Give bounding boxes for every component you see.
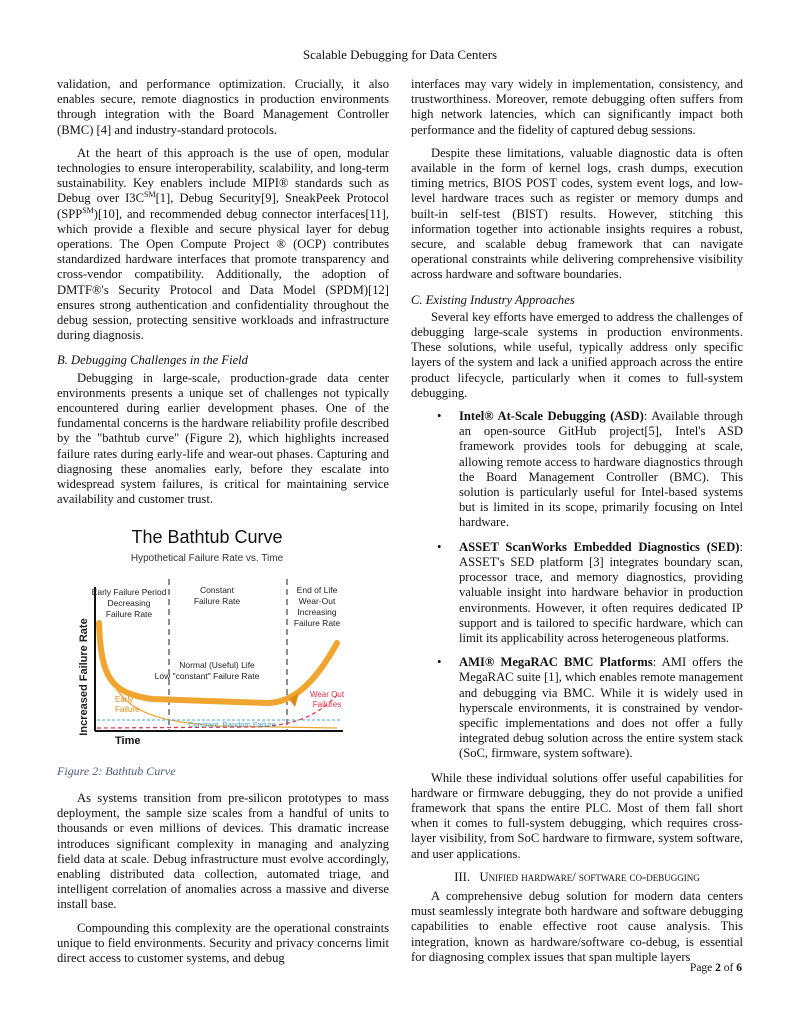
list-item: [459, 540, 743, 646]
bathtub-curve-diagram: [57, 515, 357, 755]
approaches-list: [411, 409, 743, 761]
x-axis-label: Time: [115, 735, 141, 748]
list-item-text: : ASSET's SED platform [3] integrates boundary scan, processor trace, and memory diagnostics, providing valuable insight into hardware behavior in production environments. However, it often requires dedicated IP support and is tailored to specific hardware, which can limit its applicability across heterogeneous platforms.: [459, 539, 743, 645]
page-footer: [690, 962, 742, 974]
figure-caption: Figure 2: Bathtub Curve: [57, 763, 176, 778]
region-early-label-3: Failure Rate: [105, 609, 153, 620]
region-constant-label-2: Failure Rate: [193, 596, 241, 607]
section-title: Unified hardware/ software co-debugging: [479, 869, 700, 884]
list-item-title: Intel® At-Scale Debugging (ASD): [459, 409, 644, 424]
figure-subtitle: Hypothetical Failure Rate vs. Time: [130, 553, 284, 565]
list-item-text: : AMI offers the MegaRAC suite [1], which enables remote management and debugging via BMC. While it is widely used in hyperscale environments, it is constrained by vendor-specific implementations and does not offer a fully integrated debug solution across the entire system stack (SoC, firmware, system software).: [459, 655, 743, 761]
y-axis-label: Increased Failure Rate: [78, 618, 90, 737]
page-number: 2: [715, 962, 721, 974]
right-column: [411, 77, 743, 973]
list-item-title: ASSET ScanWorks Embedded Diagnostics (SED): [459, 539, 740, 554]
paragraph: As systems transition from pre-silicon prototypes to mass deployment, the sample size scales from a handful of units to thousands or even millions of devices. This dramatic increase introduces significant complexity in managing and analyzing field data at scale. Debug infrastructure must evolve accordingly, enabling distributed data collection, automated triage, and intelligent correlation of anomalies across a massive and diverse install base.: [57, 790, 389, 912]
left-column: [57, 77, 389, 974]
figure-title: The Bathtub Curve: [131, 527, 283, 548]
running-header: Scalable Debugging for Data Centers: [302, 47, 498, 62]
page-total: 6: [736, 962, 742, 974]
superscript: SM: [144, 190, 156, 200]
subsection-heading: B. Debugging Challenges in the Field: [57, 353, 248, 368]
region-eol-label-4: Failure Rate: [293, 618, 341, 629]
section-number: III.: [454, 869, 471, 884]
region-constant-label-1: Constant: [199, 585, 235, 596]
bathtub-figure: [57, 515, 389, 759]
paragraph: interfaces may vary widely in implementation, consistency, and trustworthiness. Moreover, remote debugging often suffers from high network latencies, which can significantly impact both performance and the fidelity of captured debug sessions.: [411, 77, 743, 137]
wearout-label-1: Wear Out: [309, 690, 345, 700]
section-heading: [411, 870, 743, 885]
region-early-label-1: Early Failure Period: [91, 587, 167, 598]
superscript: SM: [82, 205, 94, 215]
text-run: [1], Debug Security[9], SneakPeek Protocol (SPP: [57, 191, 389, 221]
paragraph: Several key efforts have emerged to address the challenges of debugging large-scale systems in production environments. These solutions, while useful, typically address only specific layers of the system and lack a unified approach across the entire product lifecycle, particularly when it comes to full-system debugging.: [411, 309, 743, 400]
paragraph: A comprehensive debug solution for modern data centers must seamlessly integrate both hardware and software debugging capabilities to enable effective root cause analysis. This integration, known as hardware/software co-debug, is essential for diagnosing complex issues that span multiple layers: [411, 888, 743, 964]
region-early-label-2: Decreasing: [107, 598, 151, 609]
normal-life-label-2: Low "constant" Failure Rate: [154, 671, 260, 682]
list-item-text: : Available through an open-source GitHub project[5], Intel's ASD framework provides tools for debugging at scale, allowing remote access to hardware diagnostics through the Board Management Controller (BMC). This solution is particularly useful for Intel-based systems but is limited in its scope, primarily focusing on Intel hardware.: [459, 409, 743, 530]
paragraph: Compounding this complexity are the operational constraints unique to field environments. Security and privacy concerns limit direct access to customer systems, and debug: [57, 920, 389, 965]
paragraph: Debugging in large-scale, production-grade data center environments presents a unique set of challenges not typically encountered during earlier development phases. One of the fundamental concerns is the hardware reliability profile described by the "bathtub curve" (Figure 2), which highlights increased failure rates during early-life and wear-out phases. Capturing and diagnosing these anomalies early, before they escalate into widespread system failures, is critical for maintaining service availability and customer trust.: [57, 370, 389, 507]
paragraph: [57, 146, 389, 344]
early-failure-curve: [101, 635, 337, 728]
text-run: At the heart of this approach is the use of open, modular technologies to ensure interoperability, scalability, and long-term sustainability. Key enablers include MIPI® standards such as Debug over I3C: [57, 145, 389, 206]
paragraph: Despite these limitations, valuable diagnostic data is often available in the form of kernel logs, crash dumps, execution timing metrics, BIOS POST codes, system event logs, and low-level hardware traces such as register or memory dumps and built-in self-test (BIST) results. However, stitching this information together into actionable insights requires a robust, secure, and scalable debug framework that can navigate operational constraints while delivering comprehensive visibility across hardware and software boundaries.: [411, 145, 743, 282]
early-failure-label-1: Early: [115, 695, 134, 705]
list-item: [459, 655, 743, 761]
wearout-label-2: Failures: [312, 700, 342, 710]
normal-life-label-1: Normal (Useful) Life: [179, 660, 255, 671]
list-item-title: AMI® MegaRAC BMC Platforms: [459, 655, 653, 670]
list-item: [459, 409, 743, 531]
page-prefix: Page: [689, 962, 716, 974]
paragraph: While these individual solutions offer useful capabilities for hardware or firmware debugging, they do not provide a unified framework that spans the entire PLC. Most of them fall short when it comes to full-system debugging, which requires cross-layer visibility, from SoC hardware to firmware, system software, and user applications.: [411, 770, 743, 861]
text-run: )[10], and recommended debug connector interfaces[11], which provide a flexible and secure physical layer for debug operations. The Open Compute Project ® (OCP) contributes standardized hardware interfaces that promote transparency and cross-vendor compatibility. Additionally, the adoption of DMTF®'s Security Protocol and Data Model (SPDM)[12] ensures strong authentication and confidentiality throughout the debug session, protecting sensitive workloads and infrastructure during diagnosis.: [57, 206, 389, 343]
early-failure-label-2: Failure: [115, 705, 140, 715]
region-eol-label-2: Wear-Out: [298, 596, 336, 607]
random-failure-label: Constant, Random Failure: [188, 720, 276, 730]
page-of: of: [720, 962, 737, 974]
region-eol-label-1: End of Life: [296, 585, 338, 596]
subsection-heading: C. Existing Industry Approaches: [411, 292, 575, 307]
region-eol-label-3: Increasing: [297, 607, 337, 618]
paragraph: validation, and performance optimization. Crucially, it also enables secure, remote diagnostics in production environments through integration with the Board Management Controller (BMC) [4] and industry-standard protocols.: [57, 77, 389, 137]
